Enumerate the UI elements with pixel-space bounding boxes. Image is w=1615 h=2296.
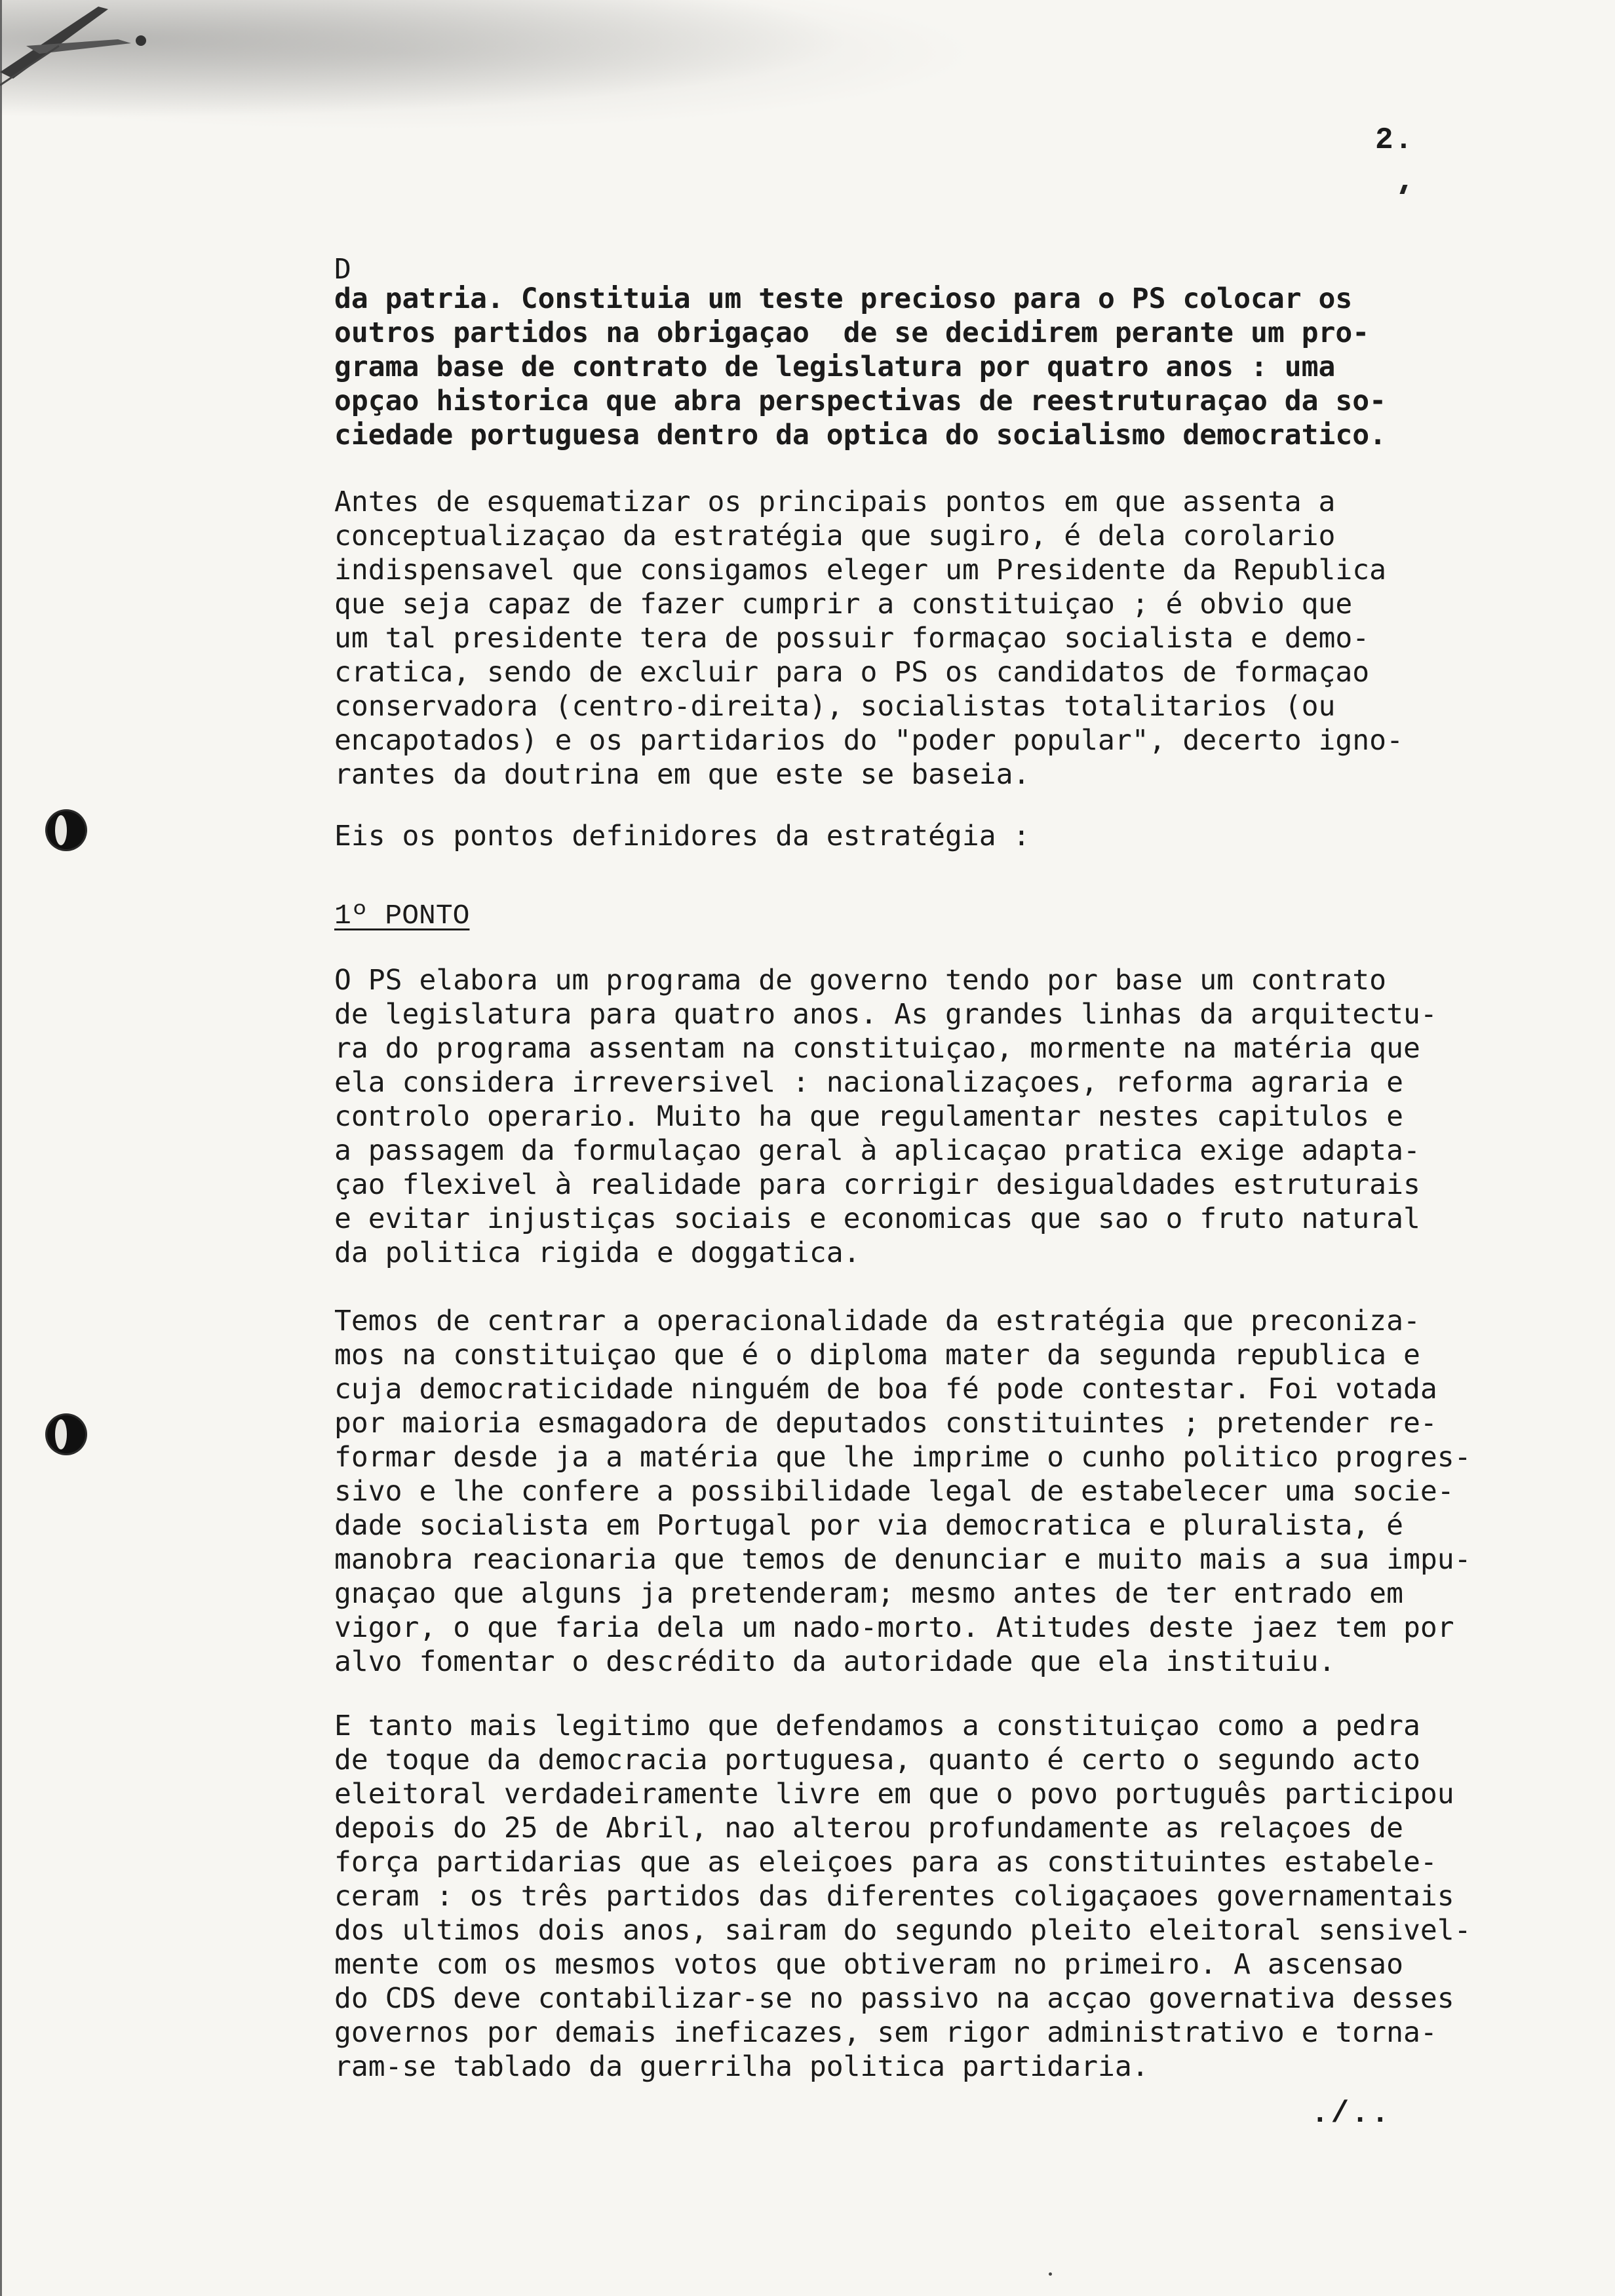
- tick-mark: [1399, 185, 1407, 194]
- paragraph-5: Temos de centrar a operacionalidade da estratégia que preconiza- mos na constituiçao que é o diploma mater da segunda republica e cuja democraticidade ninguém de boa fé pode contestar. Foi votada por maioria esmagadora de deputados constituintes ; pretender re- formar desde ja a matéria que lhe imprime o cunho politico progres- sivo e lhe confere a possibilidade legal de estabelecer uma socie- dade socialista em Portugal por via democratica e pluralista, é manobra reacionaria que temos de denunciar e muito mais a sua impu- gnaçao que alguns ja pretenderam; mesmo antes de ter entrado em vigor, o que faria dela um nado-morto. Atitudes deste jaez tem por alvo fomentar o descrédito da autoridade que ela instituiu.: [334, 1305, 1471, 1678]
- paragraph-3: Eis os pontos definidores da estratégia :: [334, 820, 1030, 852]
- paragraph-6: E tanto mais legitimo que defendamos a constituiçao como a pedra de toque da democracia portuguesa, quanto é certo o segundo acto eleitoral verdadeiramente livre em que o povo português participou depois do 25 de Abril, nao alterou profundamente as relaçoes de força partidarias que as eleiçoes para as constituintes estabele- ceram : os três partidos das diferentes coligaçaoes governamentais dos ultimos dois anos, sairam do segundo pleito eleitoral sensivel- mente com os mesmos votos que obtiveram no primeiro. A ascensao do CDS deve contabilizar-se no passivo na acçao governativa desses governos por demais ineficazes, sem rigor administrativo e torna- ram-se tablado da guerrilha politica partidaria.: [334, 1710, 1471, 2083]
- corner-scan-mark: [0, 0, 170, 92]
- paragraph-2: Antes de esquematizar os principais pontos em que assenta a conceptualizaçao da estratégia que sugiro, é dela corolario indispensavel que consigamos eleger um Presidente da Republica que seja capaz de fazer cumprir a constituiçao ; é obvio que um tal presidente tera de possuir formaçao socialista e demo- cratica, sendo de excluir para o PS os candidatos de formaçao conservadora (centro-direita), socialistas totalitarios (ou encapotados) e os partidarios do "poder popular", decerto igno- rantes da doutrina em que este se baseia.: [334, 486, 1403, 791]
- continuation-mark: ./..: [1311, 2097, 1391, 2131]
- margin-letter: D: [334, 253, 351, 286]
- page-number: 2.: [1375, 123, 1414, 157]
- scan-dot: [1049, 2272, 1052, 2276]
- paragraph-1: da patria. Constituia um teste precioso para o PS colocar os outros partidos na obrigaçao de se decidirem perante um pro- grama base de contrato de legislatura por quatro anos : uma opçao historica que abra perspectivas de reestruturaçao da so- ciedade portuguesa dentro da optica do socialismo democratico.: [334, 282, 1387, 451]
- page-left-edge: [0, 0, 2, 2296]
- paragraph-4: O PS elabora um programa de governo tendo por base um contrato de legislatura para quatro anos. As grandes linhas da arquitectu- ra do programa assentam na constituiçao, mormente na matéria que ela considera irreversivel : nacionalizaçoes, reforma agraria e controlo operario. Muito ha que regulamentar nestes capitulos e a passagem da formulaçao geral à aplicaçao pratica exige adapta- çao flexivel à realidade para corrigir desigualdades estruturais e evitar injustiças sociais e economicas que sao o fruto natural da politica rigida e doggatica.: [334, 964, 1437, 1269]
- punch-hole: [47, 1415, 85, 1453]
- punch-hole: [47, 811, 85, 849]
- section-heading: 1º PONTO: [334, 900, 470, 932]
